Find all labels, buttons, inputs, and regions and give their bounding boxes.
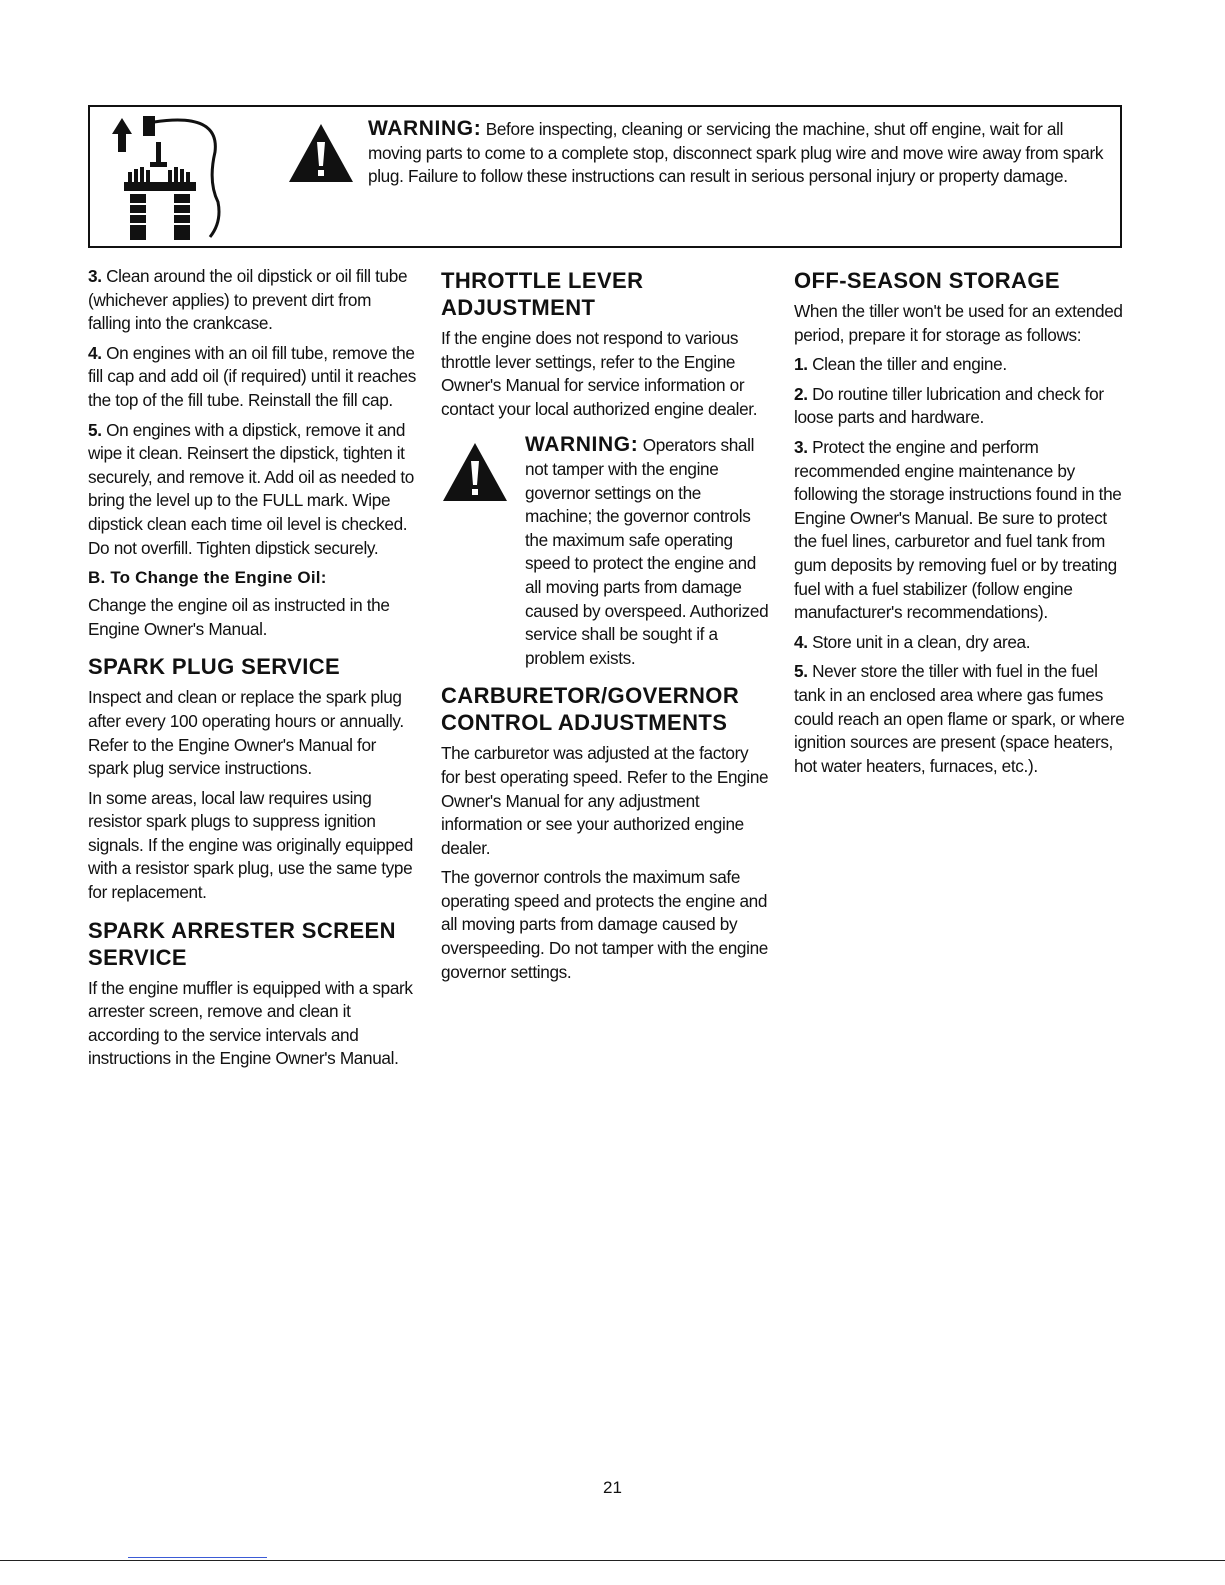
storage-step-2: 2. Do routine tiller lubrication and check for loose parts and hardware. [794, 383, 1104, 428]
spark-plug-disconnect-icon [110, 112, 225, 242]
oil-step-5: 5. On engines with a dipstick, remove it and wipe it clean. Reinsert the dipstick, tighten it securely, and remove it. Add oil as needed to bring the level up to the FULL mark. Wipe dipstick clean each time oil level is checked. Do not overfill. Tighten dipstick securely. [88, 419, 414, 558]
storage-step-5: 5. Never store the tiller with fuel in the fuel tank in an enclosed area where gas fumes could reach an open flame or spark, or where ignition sources are present (space heaters, hot water heaters, furnaces, etc.). [794, 661, 1125, 776]
governor-warning-title: WARNING: [525, 433, 639, 457]
carburetor-heading: CARBURETOR/GOVERNOR CONTROL ADJUSTMENTS [441, 683, 740, 736]
governor-warning-lead: Operators [642, 435, 717, 456]
carburetor-p1: The carburetor was adjusted at the factory for best operating speed. Refer to the Engine Owner's Manual for any adjustment information or see your authorized engine dealer. [441, 743, 769, 858]
spark-arrester-p1: If the engine muffler is equipped with a spark arrester screen, remove and clean it according to the service intervals and instructions in the Engine Owner's Manual. [88, 977, 413, 1069]
spark-plug-p1: Inspect and clean or replace the spark plug after every 100 operating hours or annually. Refer to the Engine Owner's Manual for spark plug service instructions. [88, 687, 404, 779]
storage-step-4: 4. Store unit in a clean, dry area. [794, 631, 1031, 652]
throttle-heading: THROTTLE LEVER ADJUSTMENT [441, 268, 644, 320]
throttle-p1: If the engine does not respond to various throttle lever settings, refer to the Engine Owner's Manual for service information or contact your local authorized engine dealer. [441, 328, 758, 419]
spark-plug-heading: SPARK PLUG SERVICE [88, 654, 341, 680]
governor-warning [441, 433, 771, 670]
warning-box [88, 105, 1122, 248]
storage-step-1: 1. Clean the tiller and engine. [794, 354, 1007, 375]
warning-body: Before inspecting, cleaning or servicing the machine, shut off engine, wait for all moving parts to come to a complete stop, disconnect spark plug wire and move wire away from spark plug. Failure to follow these instructions can result in serious personal injury or property damage. [368, 119, 1104, 186]
column-1 [88, 265, 416, 1077]
warning-triangle-icon [441, 441, 509, 503]
page-number: 21 [603, 1478, 622, 1497]
governor-warning-text [525, 433, 771, 670]
warning-triangle-icon [287, 122, 355, 184]
link-underline [128, 1557, 267, 1558]
carburetor-p2: The governor controls the maximum safe operating speed and protects the engine and all moving parts from damage caused by overspeeding. Do not tamper with the engine governor settings. [441, 867, 769, 982]
spark-plug-p2: In some areas, local law requires using resistor spark plugs to suppress ignition signals. If the engine was originally equipped with a resistor spark plug, use the same type for replacement. [88, 787, 414, 903]
oil-step-3: 3. Clean around the oil dipstick or oil fill tube (whichever applies) to prevent dirt from falling into the crankcase. [88, 266, 408, 334]
warning-title: WARNING: [368, 117, 482, 140]
oil-step-4: 4. On engines with an oil fill tube, remove the fill cap and add oil (if required) until it reaches the top of the fill tube. Reinstall the fill cap. [88, 342, 416, 410]
warning-message [368, 117, 1113, 189]
spark-arrester-heading: SPARK ARRESTER SCREEN SERVICE [88, 917, 396, 970]
storage-intro: When the tiller won't be used for an extended period, prepare it for storage as follows: [794, 301, 1123, 345]
governor-warning-body: shall not tamper with the engine governor settings on the machine; the governor controls the maximum safe operating speed to protect the engine and all moving parts from damage caused by overspeed. Authorized service shall be sought if a problem exists. [525, 435, 769, 668]
column-3 [794, 265, 1126, 784]
change-oil-text: Change the engine oil as instructed in the Engine Owner's Manual. [88, 595, 390, 639]
storage-step-3: 3. Protect the engine and perform recommended engine maintenance by following the storage instructions found in the Engine Owner's Manual. Be sure to protect the fuel lines, carburetor and fuel tank from gum deposits by removing fuel or by treating fuel with a fuel stabilizer (follow engine manufacturer's recommendations). [794, 436, 1122, 623]
column-2 [441, 265, 771, 990]
bottom-rule [0, 1560, 1225, 1561]
storage-heading: OFF-SEASON STORAGE [794, 268, 1060, 293]
change-oil-heading: B. To Change the Engine Oil: [88, 568, 327, 588]
